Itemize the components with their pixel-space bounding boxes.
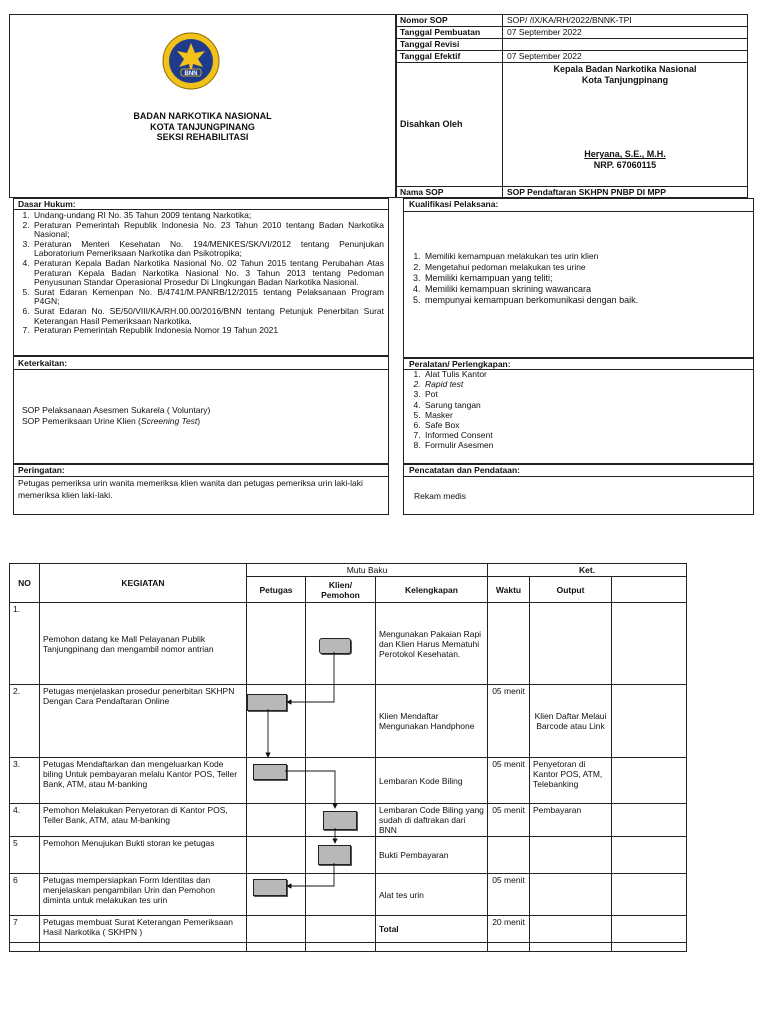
row-ket xyxy=(612,685,687,758)
row-waktu xyxy=(488,837,530,874)
field-tanggal-revisi-label: Tanggal Revisi xyxy=(400,39,460,49)
kualifikasi-box xyxy=(403,198,754,358)
keterkaitan-line-2-italic: Screening Test xyxy=(140,416,198,426)
row-no: 4. xyxy=(10,804,40,837)
col-output-header: Output xyxy=(530,577,612,603)
row-kegiatan: Pemohon Menujukan Bukti storan ke petugas xyxy=(40,837,247,874)
kualifikasi-item: 5. mempunyai kemampuan berkomunikasi dengan baik. xyxy=(423,295,638,306)
row-klien xyxy=(306,874,376,916)
row-output xyxy=(530,916,612,943)
org-line-3: SEKSI REHABILITASI xyxy=(156,132,249,142)
row-waktu xyxy=(488,603,530,685)
kualifikasi-item: 2. Mengetahui pedoman melakukan tes urine xyxy=(423,262,638,273)
flow-box-step-5 xyxy=(318,845,351,865)
mutu-baku-header: Mutu Baku xyxy=(247,564,488,577)
row-kelengkapan xyxy=(376,837,488,874)
row-kegiatan: Petugas menjelaskan prosedur penerbitan SKHPN Dengan Cara Pendaftaran Online xyxy=(40,685,247,758)
dasar-hukum-item: 5. Surat Edaran Kemenpan No. B/4741/M.PANRB/12/2015 tentang Pelaksanaan Program P4GN; xyxy=(32,288,384,307)
table-row xyxy=(10,874,687,916)
org-line-1: BADAN NARKOTIKA NASIONAL xyxy=(133,111,272,121)
row-kelengkapan-text: Alat tes urin xyxy=(379,889,424,900)
row-no: 5 xyxy=(10,837,40,874)
row-no: 7 xyxy=(10,916,40,943)
row-kelengkapan xyxy=(376,603,488,685)
flow-box-step-4 xyxy=(323,811,357,830)
keterkaitan-line-2-suffix: ) xyxy=(197,416,201,426)
peringatan-title: Peringatan: xyxy=(18,465,65,475)
row-kegiatan: Petugas membuat Surat Keterangan Pemeriksaan Hasil Narkotika ( SKHPN ) xyxy=(40,916,247,943)
row-output: Pembayaran xyxy=(530,804,612,837)
dasar-hukum-item: 1. Undang-undang RI No. 35 Tahun 2009 tentang Narkotika; xyxy=(32,211,384,221)
row-waktu: 05 menit xyxy=(488,758,530,804)
row-kelengkapan-text: Total xyxy=(379,924,399,934)
col-extra-header xyxy=(612,577,687,603)
peralatan-item: 1. Alat Tulis Kantor xyxy=(423,369,494,379)
sop-name-value: SOP Pendaftaran SKHPN PNBP DI MPP xyxy=(507,187,666,197)
peralatan-item: 2. Rapid test xyxy=(423,379,494,389)
peralatan-title: Peralatan/ Perlengkapan: xyxy=(409,359,511,369)
logo-text: BNN xyxy=(184,71,198,77)
sop-info-box xyxy=(396,14,748,198)
row-no: 1. xyxy=(10,603,40,685)
sop-name-label: Nama SOP xyxy=(400,187,444,197)
table-row xyxy=(10,916,687,943)
peralatan-list xyxy=(407,369,494,451)
header-org-box xyxy=(9,14,396,198)
dasar-hukum-item: 4. Peraturan Kepala Badan Narkotika Nasional No. 02 Tahun 2015 tentang Perubahan Atas Peraturan Kepala Badan Narkotika Nasional No. 3 Tahun 2013 tentang Pedoman Penyusunan Standar Operasional Prosedur Di LIngkungan Badan Narkotika Nasional. xyxy=(32,259,384,288)
peralatan-item: 7. Informed Consent xyxy=(423,430,494,440)
approver-signature xyxy=(503,149,747,170)
flow-box-step-3 xyxy=(253,764,287,780)
row-waktu: 20 menit xyxy=(488,916,530,943)
col-kelengkapan-header: Kelengkapan xyxy=(376,577,488,603)
row-kegiatan: Pemohon Melakukan Penyetoran di Kantor POS, Teller Bank, ATM, atau M-banking xyxy=(40,804,247,837)
row-output xyxy=(530,685,612,758)
col-waktu-header: Waktu xyxy=(488,577,530,603)
table-row-empty xyxy=(10,943,687,952)
row-ket xyxy=(612,837,687,874)
pencatatan-text: Rekam medis xyxy=(414,491,466,501)
peringatan-box xyxy=(13,464,389,515)
row-petugas xyxy=(247,916,306,943)
row-no: 3. xyxy=(10,758,40,804)
row-kegiatan-text: Pemohon datang ke Mall Pelayanan Publik Tanjungpinang dan mengambil nomor antrian xyxy=(43,633,214,654)
peralatan-item: 3. Pot xyxy=(423,389,494,399)
row-output xyxy=(530,603,612,685)
peralatan-item: 6. Safe Box xyxy=(423,420,494,430)
flow-box-step-1 xyxy=(319,638,351,654)
col-no-header: NO xyxy=(10,564,40,603)
peringatan-text: Petugas pemeriksa urin wanita memeriksa klien wanita dan petugas pemeriksa urin laki-laki memeriksa klien laki-laki. xyxy=(18,478,363,500)
field-tanggal-pembuatan-label: Tanggal Pembuatan xyxy=(400,27,481,37)
row-kegiatan xyxy=(40,603,247,685)
row-kelengkapan-text: Mengunakan Pakaian Rapi dan Klien Harus Mematuhi Perotokol Kesehatan. xyxy=(379,628,482,659)
peralatan-item: 5. Masker xyxy=(423,410,494,420)
org-line-2: KOTA TANJUNGPINANG xyxy=(150,121,255,132)
kualifikasi-title: Kualifikasi Pelaksana: xyxy=(409,199,499,209)
keterkaitan-line-2 xyxy=(22,416,200,426)
row-waktu: 05 menit xyxy=(488,685,530,758)
table-row xyxy=(10,758,687,804)
dasar-hukum-item: 3. Peraturan Menteri Kesehatan No. 194/MENKES/SK/VI/2012 tentang Penunjukan Laboratorium Pemeriksaan Narkotika dan Psikotropika; xyxy=(32,240,384,259)
row-kelengkapan-text: Klien Mendaftar Mengunakan Handphone xyxy=(379,711,475,731)
peralatan-box xyxy=(403,358,754,464)
row-kelengkapan: Lembaran Code Biling yang sudah di daftrakan dari BNN xyxy=(376,804,488,837)
row-kelengkapan xyxy=(376,758,488,804)
row-ket xyxy=(612,603,687,685)
bnn-logo-icon xyxy=(161,31,221,91)
approver-title-2: Kota Tanjungpinang xyxy=(581,74,669,85)
col-petugas-header: Petugas xyxy=(247,577,306,603)
row-ket xyxy=(612,804,687,837)
row-kelengkapan xyxy=(376,916,488,943)
dasar-hukum-box xyxy=(13,198,389,356)
approver-block xyxy=(503,64,747,85)
row-waktu: 05 menit xyxy=(488,874,530,916)
col-klien-header: Klien/ Pemohon xyxy=(306,577,376,603)
dasar-hukum-item: 2. Peraturan Pemerintah Republik Indonesia No. 23 Tahun 2010 tentang Badan Narkotika Nasional; xyxy=(32,221,384,240)
row-output: Penyetoran di Kantor POS, ATM, Telebanking xyxy=(530,758,612,804)
kualifikasi-item: 4. Memiliki kemampuan skrining wawancara xyxy=(423,284,638,295)
row-klien xyxy=(306,685,376,758)
row-kegiatan: Petugas Mendaftarkan dan mengeluarkan Kode biling Untuk pembayaran melalu Kantor POS, Teller Bank, ATM, atau M-banking xyxy=(40,758,247,804)
row-kelengkapan-text: Lembaran Kode Biling xyxy=(379,775,463,786)
field-nomor-value: SOP/ /IX/KA/RH/2022/BNNK-TPI xyxy=(507,15,632,25)
keterkaitan-line-1: SOP Pelaksanaan Asesmen Sukarela ( Voluntary) xyxy=(22,405,211,415)
pencatatan-title: Pencatatan dan Pendataan: xyxy=(409,465,521,475)
keterkaitan-box xyxy=(13,356,389,464)
row-kegiatan: Petugas mempersiapkan Form Identitas dan menjelaskan pengambilan Urin dan Pemohon diminta untuk melakukan tes urin xyxy=(40,874,247,916)
row-petugas xyxy=(247,603,306,685)
row-waktu: 05 menit xyxy=(488,804,530,837)
table-row xyxy=(10,685,687,758)
row-petugas xyxy=(247,804,306,837)
col-kegiatan-header: KEGIATAN xyxy=(40,564,247,603)
row-petugas xyxy=(247,837,306,874)
ket-header: Ket. xyxy=(488,564,687,577)
flow-box-step-2 xyxy=(247,694,287,711)
kualifikasi-list xyxy=(407,251,638,306)
row-kelengkapan xyxy=(376,874,488,916)
field-tanggal-pembuatan-value: 07 September 2022 xyxy=(507,27,582,37)
dasar-hukum-title: Dasar Hukum: xyxy=(18,199,76,209)
row-klien xyxy=(306,916,376,943)
kualifikasi-item: 3. Memiliki kemampuan yang teliti; xyxy=(423,273,638,284)
field-tanggal-efektif-label: Tanggal Efektif xyxy=(400,51,461,61)
dasar-hukum-item: 7. Peraturan Pemerintah Republik Indonesia Nomor 19 Tahun 2021 xyxy=(32,326,384,336)
row-ket xyxy=(612,758,687,804)
dasar-hukum-item: 6. Surat Edaran No. SE/50/VIII/KA/RH.00.00/2016/BNN tentang Petunjuk Penerbitan Surat Keterangan Hasil Pemeriksaan Narkotika. xyxy=(32,307,384,326)
org-title xyxy=(10,111,395,143)
row-no: 2. xyxy=(10,685,40,758)
keterkaitan-title: Keterkaitan: xyxy=(18,358,68,368)
kualifikasi-item: 1. Memiliki kemampuan melakukan tes urin klien xyxy=(423,251,638,262)
row-no: 6 xyxy=(10,874,40,916)
flow-box-step-6 xyxy=(253,879,287,896)
field-nomor-label: Nomor SOP xyxy=(400,15,448,25)
approver-name: Heryana, S.E., M.H. xyxy=(584,149,666,159)
approver-title-1: Kepala Badan Narkotika Nasional xyxy=(553,64,697,74)
row-kelengkapan-text: Bukti Pembayaran xyxy=(379,850,449,860)
row-output-text: Klien Daftar Melaui Barcode atau Link xyxy=(534,711,607,731)
approver-nrp: NRP. 67060115 xyxy=(593,159,657,170)
row-ket xyxy=(612,874,687,916)
approval-label: Disahkan Oleh xyxy=(400,119,463,129)
row-klien xyxy=(306,758,376,804)
row-kelengkapan xyxy=(376,685,488,758)
procedure-table xyxy=(9,563,687,952)
keterkaitan-line-2-prefix: SOP Pemeriksaan Urine Klien ( xyxy=(22,416,141,426)
pencatatan-box xyxy=(403,464,754,515)
row-ket xyxy=(612,916,687,943)
row-output xyxy=(530,837,612,874)
row-output xyxy=(530,874,612,916)
field-tanggal-efektif-value: 07 September 2022 xyxy=(507,51,582,61)
peralatan-item: 8. Formulir Asesmen xyxy=(423,440,494,450)
dasar-hukum-list xyxy=(16,211,384,336)
peralatan-item: 4. Sarung tangan xyxy=(423,400,494,410)
